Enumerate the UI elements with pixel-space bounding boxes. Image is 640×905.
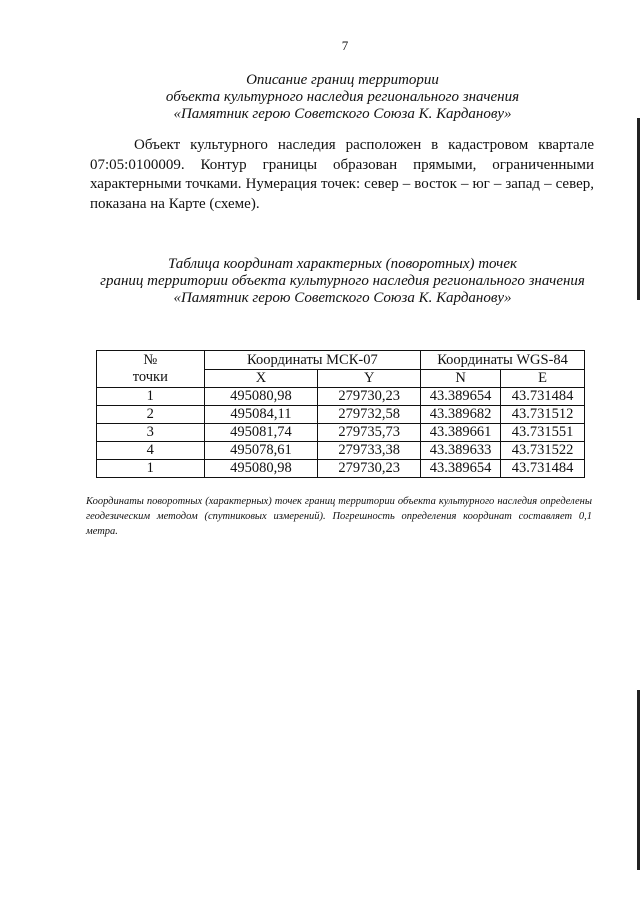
cell-e: 43.731484 xyxy=(501,460,585,478)
heading-line: «Памятник герою Советского Союза К. Карданову» xyxy=(173,106,512,122)
cell-n: 43.389633 xyxy=(421,442,501,460)
cell-y: 279732,58 xyxy=(318,406,421,424)
cell-x: 495084,11 xyxy=(204,406,318,424)
x-header: X xyxy=(204,370,318,388)
cell-n: 43.389654 xyxy=(421,388,501,406)
cell-x: 495078,61 xyxy=(204,442,318,460)
y-header: Y xyxy=(318,370,421,388)
cell-x: 495080,98 xyxy=(204,460,318,478)
footnote: Координаты поворотных (характерных) точек границ территории объекта культурного наследия определены геодезическим методом (спутниковых измерений). Погрешность определения координат составляет 0,1 метра. xyxy=(86,496,592,537)
cell-y: 279730,23 xyxy=(318,388,421,406)
table-title-line: «Памятник герою Советского Союза К. Карданову» xyxy=(173,290,512,306)
cell-point-number: 2 xyxy=(97,406,205,424)
cell-x: 495081,74 xyxy=(204,424,318,442)
document-heading xyxy=(70,72,615,123)
cell-e: 43.731484 xyxy=(501,388,585,406)
cell-e: 43.731522 xyxy=(501,442,585,460)
cell-point-number: 1 xyxy=(97,388,205,406)
table-header-row xyxy=(97,351,585,370)
body-text xyxy=(90,136,594,214)
point-number-header xyxy=(97,351,205,388)
table-row xyxy=(97,424,585,442)
page-number: 7 xyxy=(341,38,349,53)
table-row xyxy=(97,442,585,460)
table-row xyxy=(97,388,585,406)
cell-y: 279730,23 xyxy=(318,460,421,478)
n-header: N xyxy=(421,370,501,388)
point-number-header-line1: № xyxy=(143,352,158,368)
cell-y: 279735,73 xyxy=(318,424,421,442)
table-row xyxy=(97,406,585,424)
wgs-header: Координаты WGS-84 xyxy=(421,351,585,370)
cell-y: 279733,38 xyxy=(318,442,421,460)
cell-x: 495080,98 xyxy=(204,388,318,406)
heading-line: объекта культурного наследия регионального значения xyxy=(165,89,520,105)
table-title xyxy=(70,256,615,307)
cell-point-number: 1 xyxy=(97,460,205,478)
heading-line: Описание границ территории xyxy=(246,72,439,88)
cell-point-number: 4 xyxy=(97,442,205,460)
table-title-line: границ территории объекта культурного наследия регионального значения xyxy=(100,273,585,289)
cell-n: 43.389661 xyxy=(421,424,501,442)
msk-header: Координаты МСК-07 xyxy=(204,351,421,370)
cell-n: 43.389682 xyxy=(421,406,501,424)
e-header: E xyxy=(501,370,585,388)
coordinates-table xyxy=(96,350,585,478)
cell-e: 43.731551 xyxy=(501,424,585,442)
cell-e: 43.731512 xyxy=(501,406,585,424)
cell-point-number: 3 xyxy=(97,424,205,442)
body-paragraph: Объект культурного наследия расположен в кадастровом квартале 07:05:0100009. Контур границы образован прямыми, ограниченными характерными точками. Нумерация точек: север – восток – юг – запад – север, показана на Карте (схеме). xyxy=(90,137,594,212)
table-title-line: Таблица координат характерных (поворотных) точек xyxy=(168,256,517,272)
point-number-header-line2: точки xyxy=(132,369,168,385)
table-row xyxy=(97,460,585,478)
cell-n: 43.389654 xyxy=(421,460,501,478)
